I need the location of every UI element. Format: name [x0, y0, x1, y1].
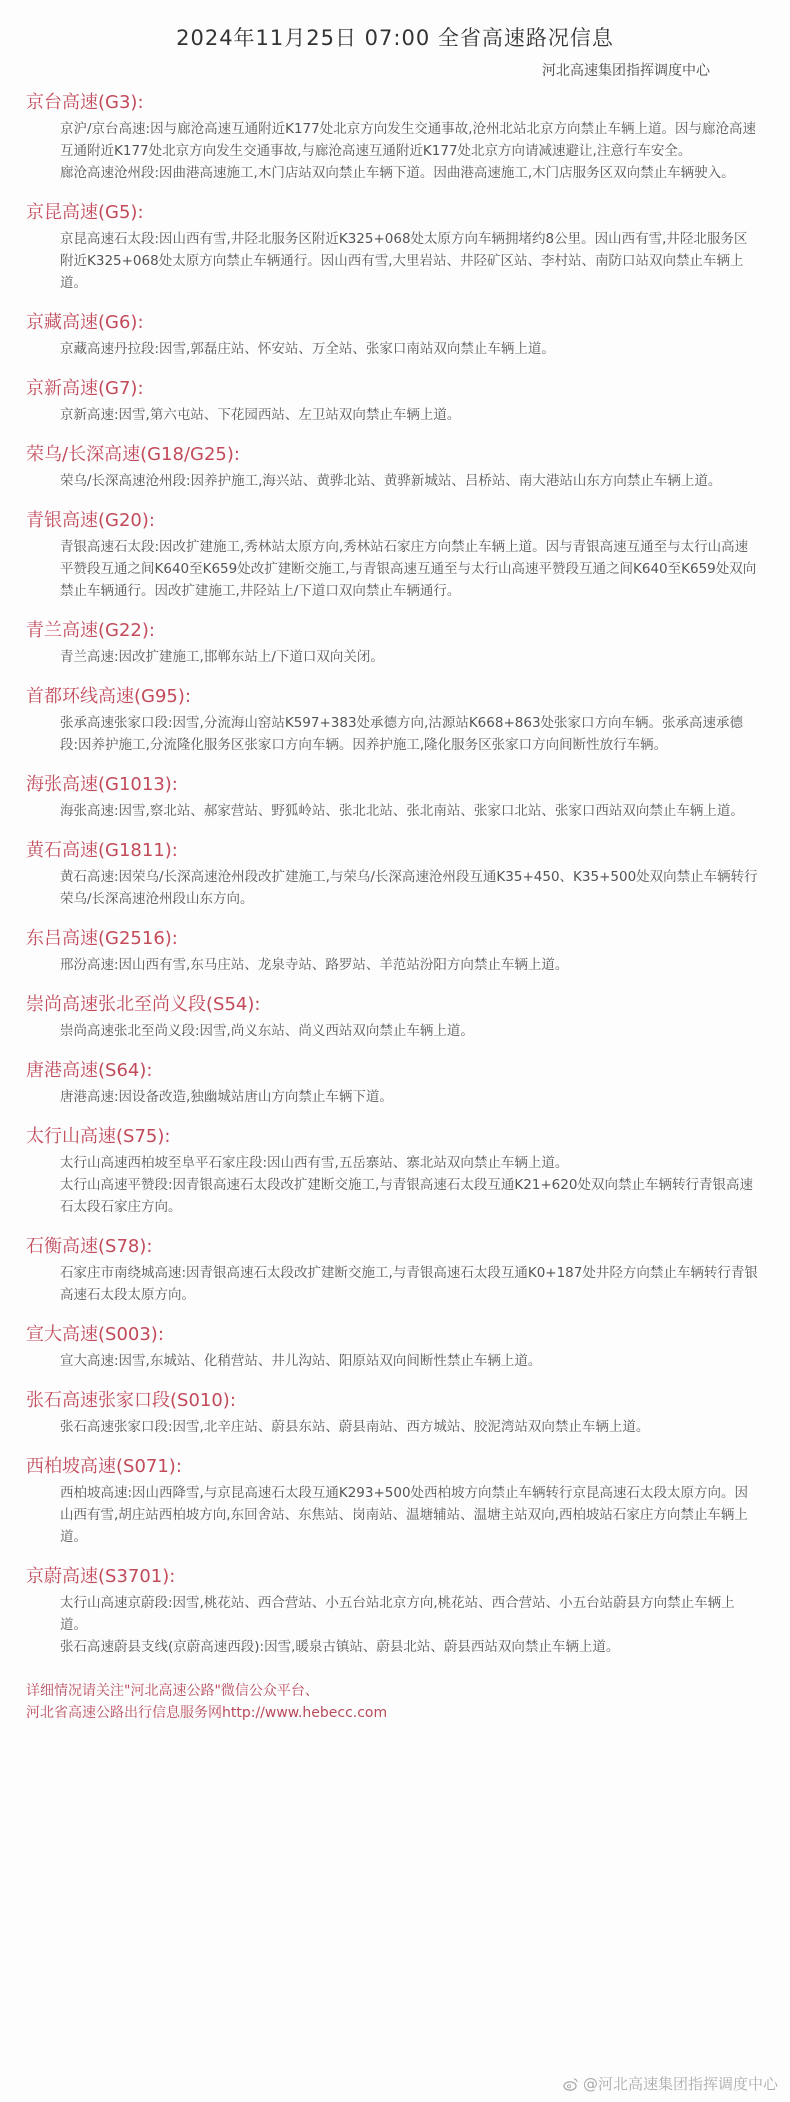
section-item: 黄石高速:因荣乌/长深高速沧州段改扩建施工,与荣乌/长深高速沧州段互通K35+450、K35+500处双向禁止车辆转行荣乌/长深高速沧州段山东方向。	[60, 869, 758, 907]
section-g18-g25	[26, 440, 760, 492]
section-g20	[26, 506, 760, 602]
section-item: 太行山高速平赞段:因青银高速石太段改扩建断交施工,与青银高速石太段互通K21+620处双向禁止车辆转行青银高速石太段石家庄方向。	[60, 1177, 753, 1215]
section-s78	[26, 1232, 760, 1306]
footer-website-link[interactable]: 河北省高速公路出行信息服务网http://www.hebecc.com	[26, 1705, 388, 1721]
section-g95	[26, 682, 760, 756]
section-item: 西柏坡高速:因山西降雪,与京昆高速石太段互通K293+500处西柏坡方向禁止车辆转行京昆高速石太段太原方向。因山西有雪,胡庄站西柏坡方向,东回舍站、东焦站、岗南站、温塘辅站、温塘主站双向,西柏坡站石家庄方向禁止车辆上道。	[60, 1485, 749, 1545]
section-g5	[26, 198, 760, 294]
footer	[0, 1672, 790, 1724]
section-s003	[26, 1320, 760, 1372]
section-title: 青兰高速(G22):	[26, 620, 155, 641]
section-item: 崇尚高速张北至尚义段:因雪,尚义东站、尚义西站双向禁止车辆上道。	[60, 1023, 474, 1039]
section-item: 唐港高速:因设备改造,独幽城站唐山方向禁止车辆下道。	[60, 1089, 393, 1105]
section-item: 京沪/京台高速:因与廊沧高速互通附近K177处北京方向发生交通事故,沧州北站北京方向禁止车辆上道。因与廊沧高速互通附近K177处北京方向发生交通事故,与廊沧高速互通附近K177处北京方向请减速避让,注意行车安全。	[60, 121, 757, 159]
page-title: 2024年11月25日 07:00 全省高速路况信息	[176, 26, 614, 50]
footer-wechat-note: 详细情况请关注"河北高速公路"微信公众平台、	[26, 1683, 319, 1699]
section-title: 海张高速(G1013):	[26, 774, 178, 795]
header	[0, 0, 790, 80]
section-s071	[26, 1452, 760, 1548]
section-title: 石衡高速(S78):	[26, 1236, 153, 1257]
section-item: 石家庄市南绕城高速:因青银高速石太段改扩建断交施工,与青银高速石太段互通K0+187处井陉方向禁止车辆转行青银高速石太段太原方向。	[60, 1265, 758, 1303]
road-info-list	[0, 80, 790, 1658]
section-title: 唐港高速(S64):	[26, 1060, 153, 1081]
section-item: 荣乌/长深高速沧州段:因养护施工,海兴站、黄骅北站、黄骅新城站、吕桥站、南大港站山东方向禁止车辆上道。	[60, 473, 722, 489]
section-item: 张石高速张家口段:因雪,北辛庄站、蔚县东站、蔚县南站、西方城站、胶泥湾站双向禁止车辆上道。	[60, 1419, 650, 1435]
section-item: 青银高速石太段:因改扩建施工,秀林站太原方向,秀林站石家庄方向禁止车辆上道。因与青银高速互通至与太行山高速平赞段互通之间K640至K659处改扩建断交施工,与青银高速互通至与太行山高速平赞段互通之间K640至K659处双向禁止车辆通行。因改扩建施工,井陉站上/下道口双向禁止车辆通行。	[60, 539, 757, 599]
section-title: 西柏坡高速(S071):	[26, 1456, 182, 1477]
section-g3	[26, 88, 760, 184]
section-g6	[26, 308, 760, 360]
section-item: 京新高速:因雪,第六屯站、下花园西站、左卫站双向禁止车辆上道。	[60, 407, 461, 423]
section-title: 青银高速(G20):	[26, 510, 155, 531]
section-item: 京藏高速丹拉段:因雪,郭磊庄站、怀安站、万全站、张家口南站双向禁止车辆上道。	[60, 341, 555, 357]
section-g22	[26, 616, 760, 668]
section-item: 廊沧高速沧州段:因曲港高速施工,木门店站双向禁止车辆下道。因曲港高速施工,木门店服务区双向禁止车辆驶入。	[60, 165, 735, 181]
section-item: 海张高速:因雪,察北站、郝家营站、野狐岭站、张北北站、张北南站、张家口北站、张家口西站双向禁止车辆上道。	[60, 803, 744, 819]
section-item: 张石高速蔚县支线(京蔚高速西段):因雪,暖泉古镇站、蔚县北站、蔚县西站双向禁止车辆上道。	[60, 1639, 620, 1655]
section-s010	[26, 1386, 760, 1438]
section-title: 京新高速(G7):	[26, 378, 144, 399]
section-title: 黄石高速(G1811):	[26, 840, 178, 861]
section-s54	[26, 990, 760, 1042]
section-title: 京昆高速(G5):	[26, 202, 144, 223]
section-title: 京蔚高速(S3701):	[26, 1566, 176, 1587]
section-item: 宣大高速:因雪,东城站、化稍营站、井儿沟站、阳原站双向间断性禁止车辆上道。	[60, 1353, 542, 1369]
section-g7	[26, 374, 760, 426]
page-subtitle: 河北高速集团指挥调度中心	[542, 63, 710, 79]
section-s64	[26, 1056, 760, 1108]
weibo-icon	[563, 2076, 579, 2092]
section-item: 青兰高速:因改扩建施工,邯郸东站上/下道口双向关闭。	[60, 649, 384, 665]
watermark	[563, 2073, 778, 2094]
section-item: 邢汾高速:因山西有雪,东马庄站、龙泉寺站、路罗站、羊范站汾阳方向禁止车辆上道。	[60, 957, 569, 973]
section-title: 宣大高速(S003):	[26, 1324, 164, 1345]
section-title: 崇尚高速张北至尚义段(S54):	[26, 994, 261, 1015]
section-s3701	[26, 1562, 760, 1658]
section-title: 首都环线高速(G95):	[26, 686, 191, 707]
section-item: 京昆高速石太段:因山西有雪,井陉北服务区附近K325+068处太原方向车辆拥堵约8公里。因山西有雪,井陉北服务区附近K325+068处太原方向禁止车辆通行。因山西有雪,大里岩站、井陉矿区站、李村站、南防口站双向禁止车辆上道。	[60, 231, 748, 291]
section-item: 太行山高速西柏坡至阜平石家庄段:因山西有雪,五岳寨站、寨北站双向禁止车辆上道。	[60, 1155, 569, 1171]
section-title: 京台高速(G3):	[26, 92, 144, 113]
watermark-text: @河北高速集团指挥调度中心	[582, 2075, 778, 2093]
section-title: 张石高速张家口段(S010):	[26, 1390, 236, 1411]
section-title: 东吕高速(G2516):	[26, 928, 178, 949]
section-s75	[26, 1122, 760, 1218]
section-title: 荣乌/长深高速(G18/G25):	[26, 444, 240, 465]
section-g2516	[26, 924, 760, 976]
section-g1811	[26, 836, 760, 910]
section-title: 太行山高速(S75):	[26, 1126, 171, 1147]
section-item: 张承高速张家口段:因雪,分流海山窑站K597+383处承德方向,沽源站K668+863处张家口方向车辆。张承高速承德段:因养护施工,分流隆化服务区张家口方向车辆。因养护施工,隆化服务区张家口方向间断性放行车辆。	[60, 715, 744, 753]
section-g1013	[26, 770, 760, 822]
section-item: 太行山高速京蔚段:因雪,桃花站、西合营站、小五台站北京方向,桃花站、西合营站、小五台站蔚县方向禁止车辆上道。	[60, 1595, 735, 1633]
section-title: 京藏高速(G6):	[26, 312, 144, 333]
